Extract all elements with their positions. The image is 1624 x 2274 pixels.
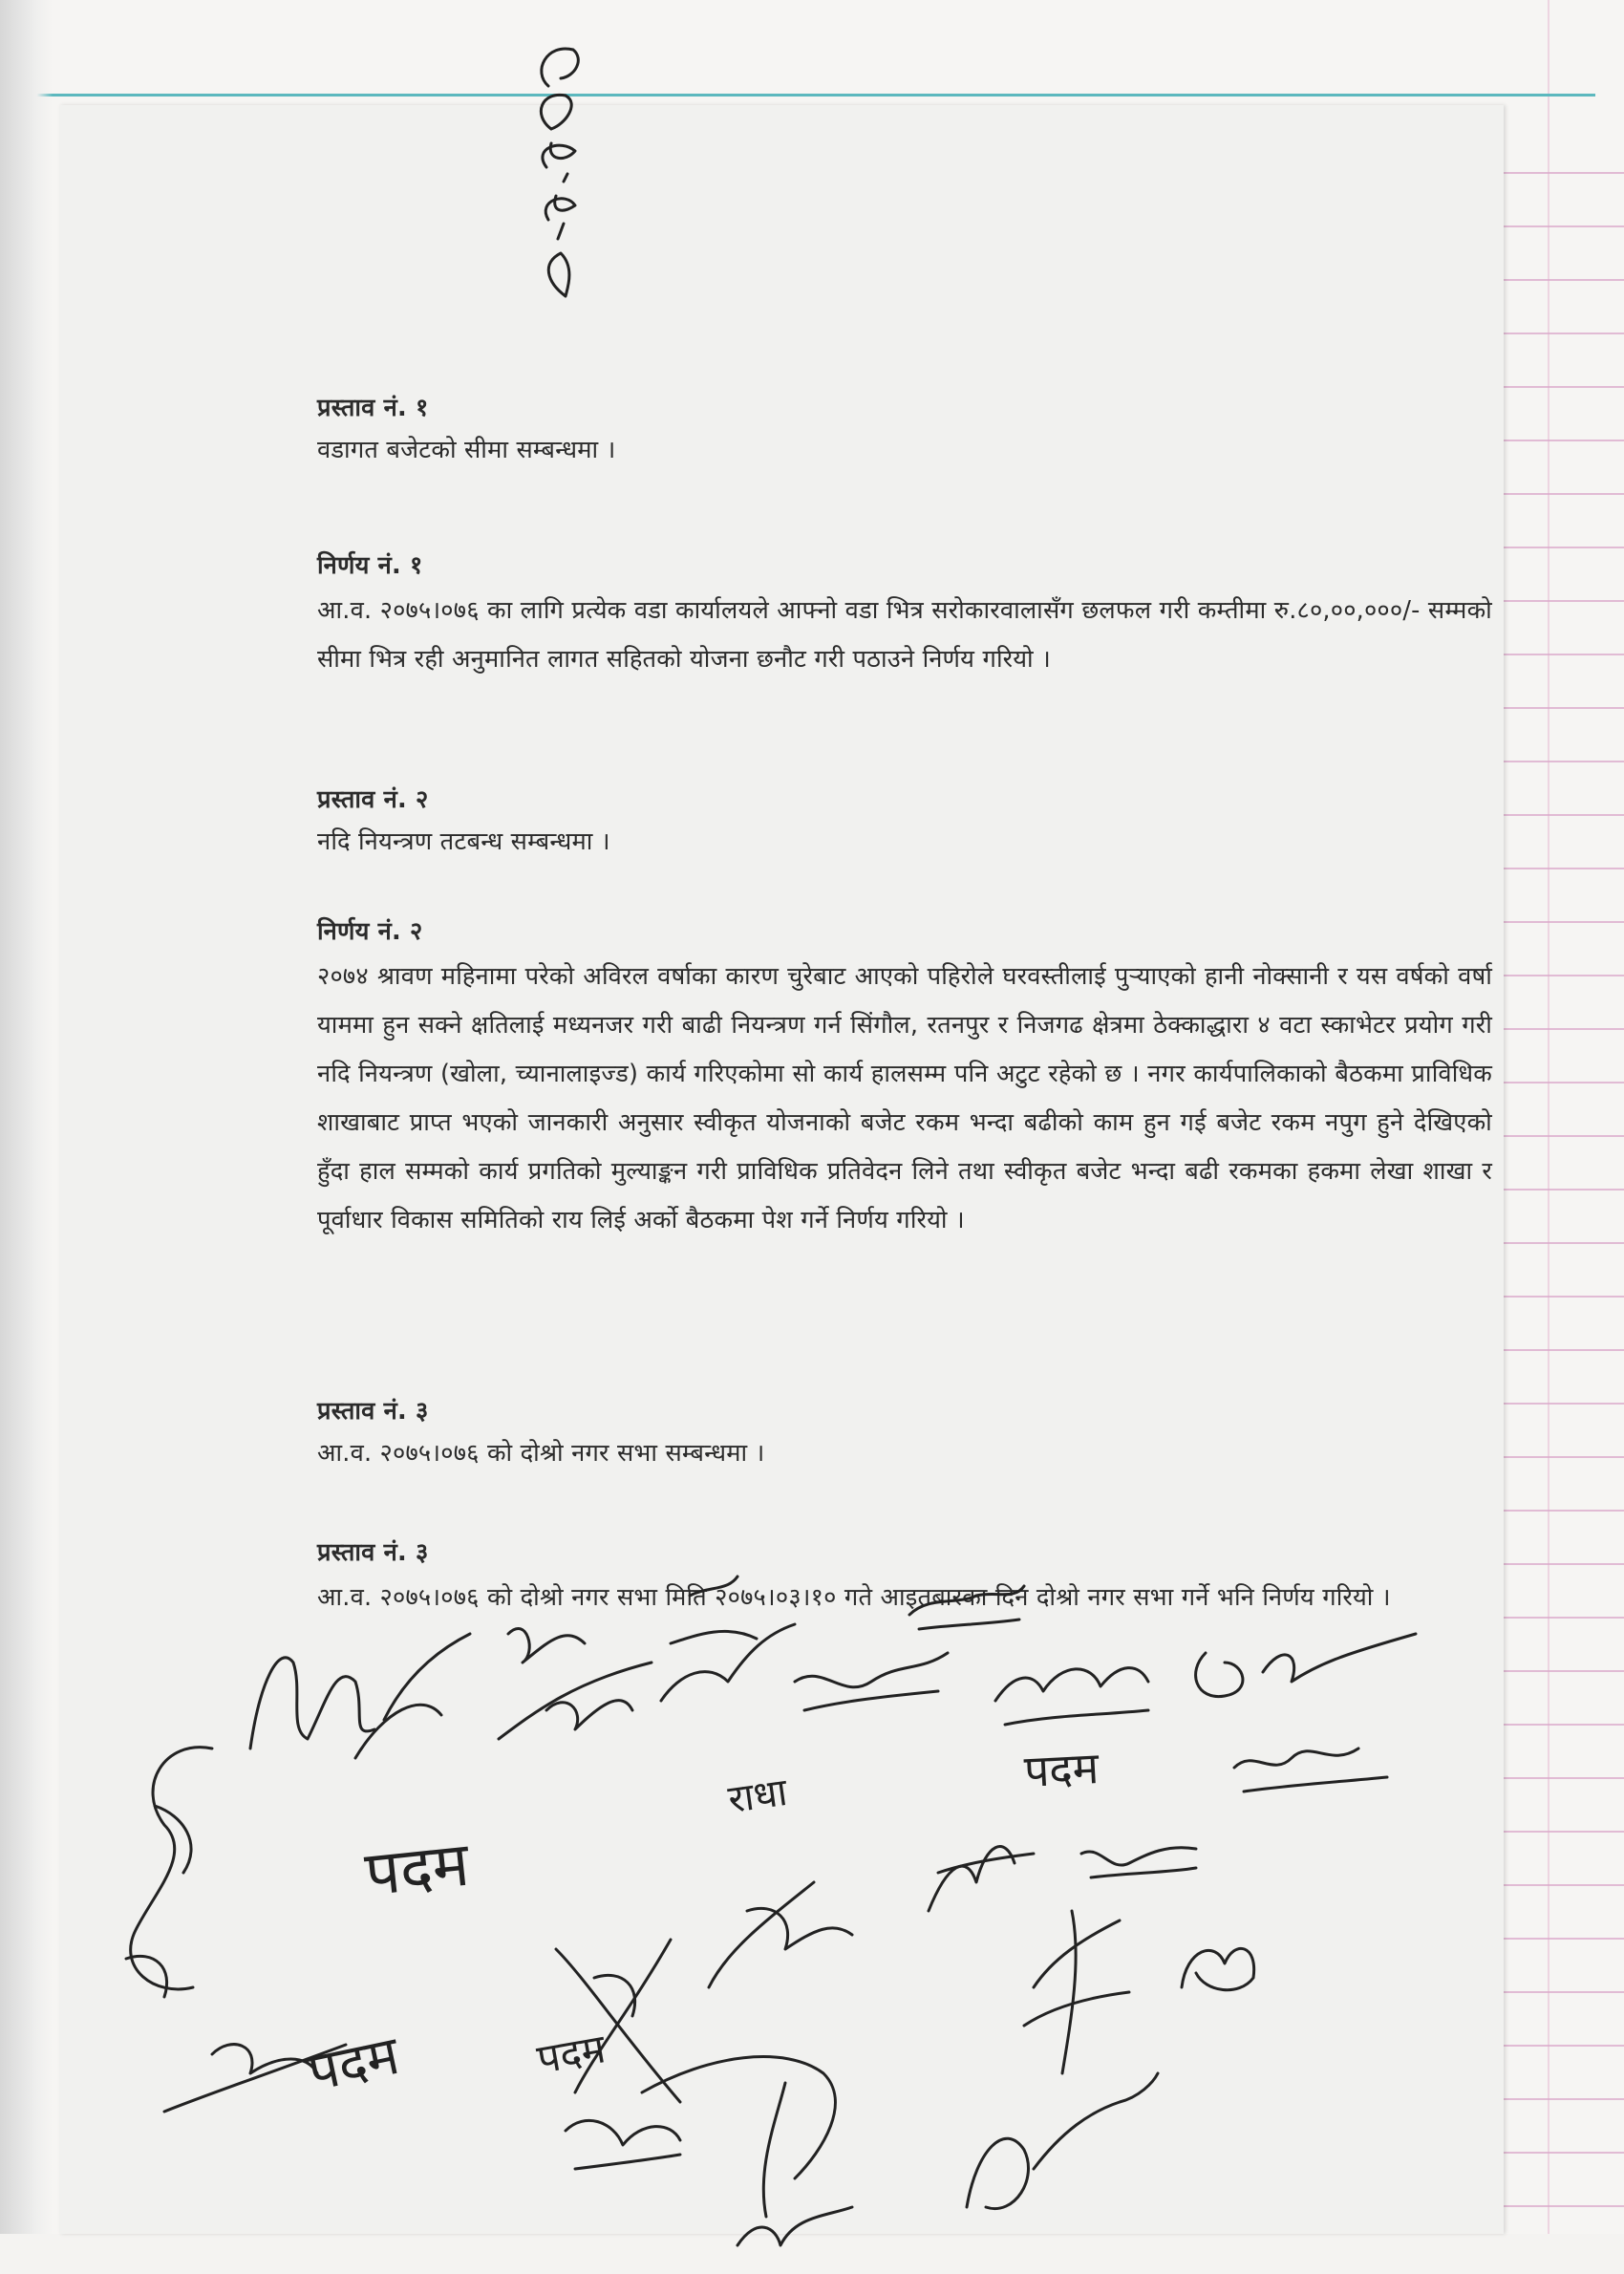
signature-3	[480, 1596, 671, 1768]
signature-13	[1167, 1920, 1272, 2006]
proposal-1	[317, 387, 1492, 471]
decision-2-text: २०७४ श्रावण महिनामा परेको अविरल वर्षाका कारण चुरेबाट आएको पहिरोले घरवस्तीलाई पुऱ्याएको हानी नोक्सानी र यस वर्षको वर्षा याममा हुन सक्ने क्षतिलाई मध्यनजर गरी बाढी नियन्त्रण गर्न सिंगौल, रतनपुर र निजगढ क्षेत्रमा ठेक्काद्धारा ४ वटा स्काभेटर प्रयोग गरी नदि नियन्त्रण (खोला, च्यानालाइज्ड) कार्य गरिएकोमा सो कार्य हालसम्म पनि अटुट रहेको छ । नगर कार्यपालिकाको बैठकमा प्राविधिक शाखाबाट प्राप्त भएको जानकारी अनुसार स्वीकृत योजनाको बजेट रकम भन्दा बढीको काम हुन गई बजेट रकम नपुग हुने देखिएको हुँदा हाल सम्मको कार्य प्रगतिको मुल्याङ्कन गरी प्राविधिक प्रतिवेदन लिने तथा स्वीकृत बजेट भन्दा बढी रकमका हकमा लेखा शाखा र पूर्वाधार विकास समितिको राय लिई अर्को बैठकमा पेश गर्ने निर्णय गरियो ।	[317, 962, 1492, 1234]
signature-20	[728, 2188, 862, 2274]
notebook-top-rule	[19, 94, 1595, 97]
notebook-rule	[1500, 1082, 1624, 1083]
notebook-rule	[1500, 1456, 1624, 1458]
notebook-rule	[1500, 654, 1624, 655]
signature-word: पदम	[1022, 1741, 1100, 1798]
signature-9	[1225, 1720, 1397, 1806]
notebook-rule	[1500, 2152, 1624, 2154]
notebook-rule	[1500, 1831, 1624, 1833]
proposal-1-heading: प्रस्ताव नं. १	[317, 394, 429, 422]
notebook-rule	[1500, 868, 1624, 869]
signature-word: पदम	[533, 2025, 609, 2083]
notebook-rule	[1500, 1563, 1624, 1565]
decision-1-heading: निर्णय नं. १	[317, 551, 423, 580]
notebook-rule	[1500, 1884, 1624, 1886]
signature-word: पदम	[361, 1829, 473, 1911]
notebook-rule	[1500, 1189, 1624, 1191]
notebook-rule	[1500, 1777, 1624, 1779]
handwritten-date-annotation	[508, 38, 623, 315]
proposal-2	[317, 779, 1492, 863]
signature-word: पदम	[302, 2024, 405, 2105]
signature-12	[1015, 1901, 1139, 2083]
notebook-rule	[1500, 1991, 1624, 1993]
proposal-3-heading: प्रस्ताव नं. ३	[317, 1397, 429, 1426]
notebook-rule	[1500, 1670, 1624, 1672]
signature-15	[690, 1844, 862, 1997]
notebook-rule	[1500, 1617, 1624, 1619]
signature-7	[986, 1634, 1158, 1739]
notebook-rule	[1500, 814, 1624, 816]
notebook-rule	[1500, 707, 1624, 709]
proposal-3-decision-heading: प्रस्ताव नं. ३	[317, 1538, 429, 1567]
notebook-rule	[1500, 279, 1624, 281]
notebook-rule	[1500, 2205, 1624, 2207]
signature-11	[1072, 1825, 1206, 1892]
notebook-rule	[1500, 975, 1624, 976]
decision-2-heading: निर्णय नं. २	[317, 917, 423, 946]
signature-2	[241, 1624, 489, 1768]
scan-edge-shadow	[0, 0, 53, 2234]
notebook-rule	[1500, 1135, 1624, 1137]
notebook-rule	[1500, 440, 1624, 441]
notebook-rule	[1500, 1510, 1624, 1512]
notebook-rule	[1500, 1403, 1624, 1405]
document-page	[59, 105, 1504, 2234]
notebook-rule	[1500, 1938, 1624, 1940]
proposal-3-text: आ.व. २०७५।०७६ को दोश्रो नगर सभा सम्बन्धमा ।	[317, 1439, 765, 1468]
notebook-rule	[1500, 1296, 1624, 1298]
notebook-rule	[1500, 2045, 1624, 2047]
notebook-rule	[1500, 761, 1624, 762]
signature-1	[97, 1710, 231, 2026]
notebook-rule	[1500, 386, 1624, 388]
proposal-3	[317, 1390, 1492, 1474]
notebook-rule	[1500, 600, 1624, 602]
decision-1	[317, 545, 1492, 684]
decision-2	[317, 911, 1492, 1245]
signature-word: राधा	[725, 1770, 790, 1823]
notebook-rule	[1500, 493, 1624, 495]
notebook-rule	[1500, 1724, 1624, 1726]
signature-4	[652, 1567, 804, 1720]
signature-19	[948, 2064, 1167, 2236]
proposal-1-text: वडागत बजेटको सीमा सम्बन्धमा ।	[317, 436, 616, 464]
notebook-rule	[1500, 333, 1624, 334]
notebook-rule	[1500, 2098, 1624, 2100]
notebook-rule	[1500, 172, 1624, 174]
signature-8	[1177, 1615, 1425, 1720]
proposal-2-text: नदि नियन्त्रण तटबन्ध सम्बन्धमा ।	[317, 827, 610, 856]
proposal-2-heading: प्रस्ताव नं. २	[317, 785, 429, 814]
notebook-rule	[1500, 1349, 1624, 1351]
notebook-rule	[1500, 1028, 1624, 1030]
proposal-3-decision-text: आ.व. २०७५।०७६ को दोश्रो नगर सभा मिति २०७५।०३।१० गते आइतबारका दिन दोश्रो नगर सभा गर्ने भनि निर्णय गरियो ।	[317, 1583, 1391, 1612]
notebook-rule	[1500, 1242, 1624, 1244]
notebook-margin-line	[1548, 0, 1549, 2234]
decision-1-text: आ.व. २०७५।०७६ का लागि प्रत्येक वडा कार्यालयले आफ्नो वडा भित्र सरोकारवालासँग छलफल गरी कम्तीमा रु.८०,००,०००/- सम्मको सीमा भित्र रही अनुमानित लागत सहितको योजना छनौट गरी पठाउने निर्णय गरियो ।	[317, 596, 1492, 674]
notebook-rule	[1500, 921, 1624, 923]
notebook-rule	[1500, 225, 1624, 227]
notebook-rule	[1500, 547, 1624, 548]
